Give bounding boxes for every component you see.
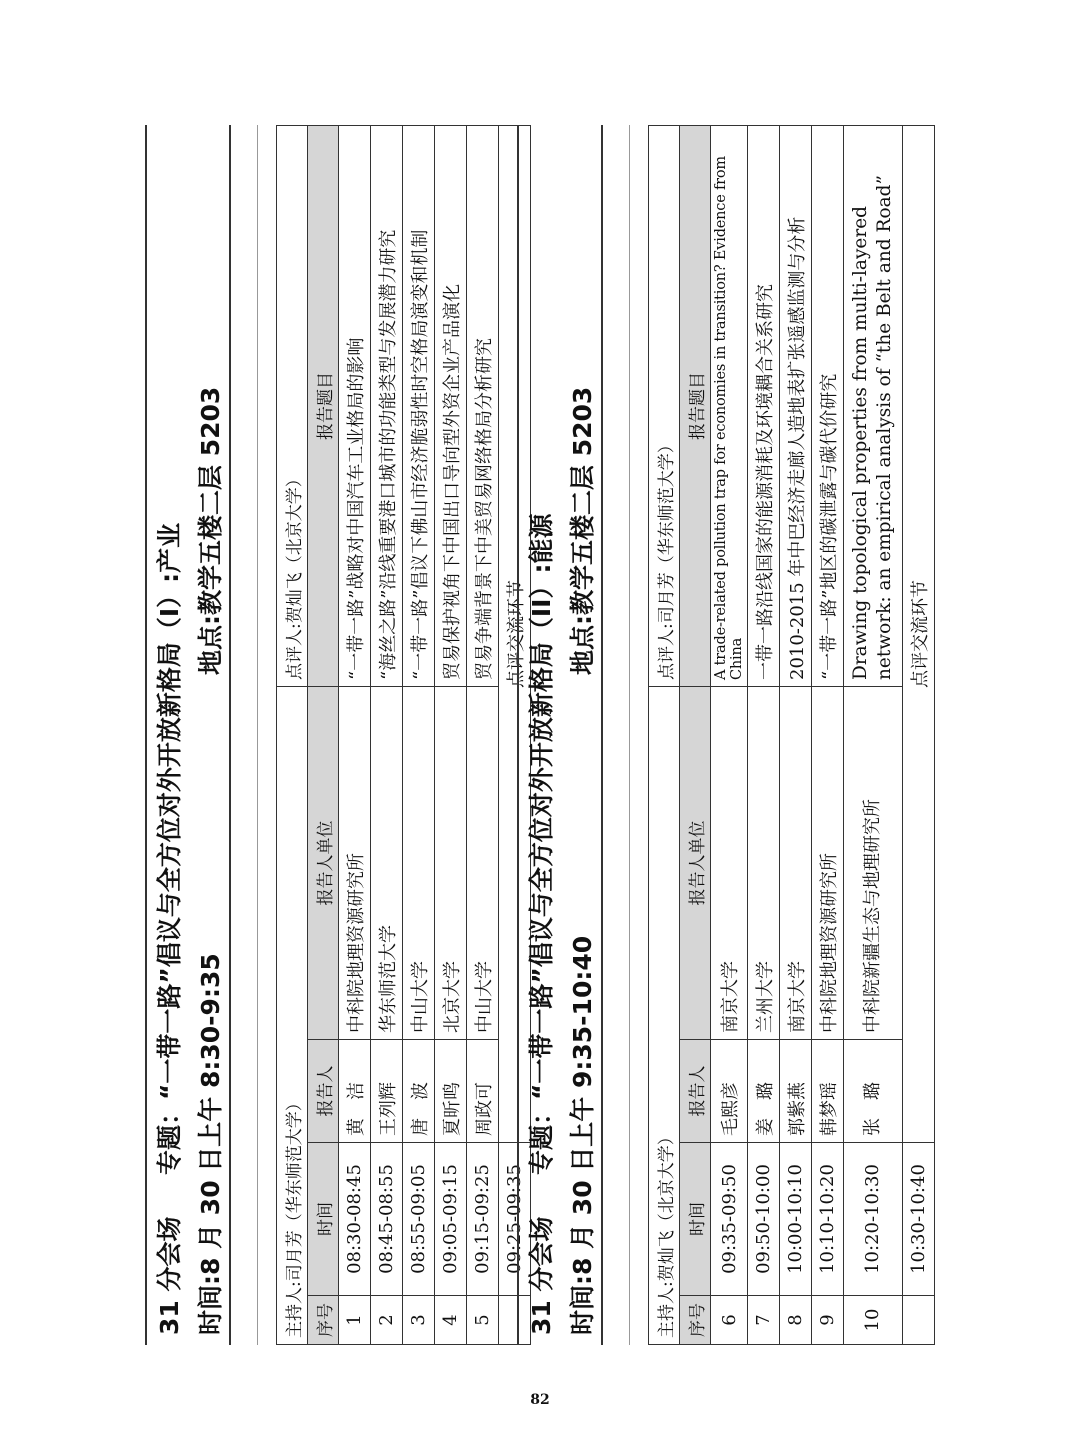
table-row bbox=[403, 126, 435, 1345]
cell-title: “海丝之路”沿线重要港口城市的功能类型与发展潜力研究 bbox=[371, 126, 403, 687]
session-number: 31 分会场 bbox=[527, 1216, 556, 1335]
cell-unit: 南京大学 bbox=[711, 687, 748, 1040]
table-row bbox=[812, 126, 844, 1345]
cell-reporter: 周政可 bbox=[467, 1040, 499, 1143]
divider bbox=[603, 125, 630, 1345]
cell-unit: 兰州大学 bbox=[748, 687, 780, 1040]
cell-time: 09:25-09:35 bbox=[499, 1143, 531, 1296]
header-unit: 报告人单位 bbox=[308, 687, 339, 1040]
page-number: 82 bbox=[530, 1392, 550, 1408]
divider bbox=[231, 125, 258, 1345]
table-row bbox=[339, 126, 371, 1345]
cell-time: 10:10-10:20 bbox=[812, 1143, 844, 1296]
cell-title: A trade-related pollution trap for economies in transition? Evidence from China bbox=[711, 126, 748, 687]
host-cell: 主持人:司月芳（华东师范大学） bbox=[277, 687, 308, 1345]
header-unit: 报告人单位 bbox=[680, 687, 711, 1040]
cell-time: 10:20-10:30 bbox=[844, 1143, 903, 1296]
cell-no: 6 bbox=[711, 1296, 748, 1345]
cell-unit: 北京大学 bbox=[435, 687, 467, 1040]
schedule-table bbox=[648, 125, 935, 1345]
cell-reporter: 毛熙彦 bbox=[711, 1040, 748, 1143]
table-row bbox=[467, 126, 499, 1345]
table-row bbox=[780, 126, 812, 1345]
cell-time: 08:55-09:05 bbox=[403, 1143, 435, 1296]
cell-time: 09:05-09:15 bbox=[435, 1143, 467, 1296]
cell-time: 10:30-10:40 bbox=[903, 1143, 935, 1296]
reviewer-cell: 点评人:贺灿飞（北京大学） bbox=[277, 126, 308, 687]
session-block-2 bbox=[517, 125, 935, 1345]
cell-title: “一带一路”战略对中国汽车工业格局的影响 bbox=[339, 126, 371, 687]
cell-unit: 华东师范大学 bbox=[371, 687, 403, 1040]
session-topic: 专题：“一带一路”倡议与全方位对外开放新格局（II）:能源 bbox=[527, 513, 556, 1175]
header-no: 序号 bbox=[308, 1296, 339, 1345]
cell-unit: 中科院新疆生态与地理研究所 bbox=[844, 687, 903, 1040]
session-place: 地点:教学五楼二层 5203 bbox=[568, 386, 597, 675]
table-row bbox=[435, 126, 467, 1345]
header-title: 报告题目 bbox=[308, 126, 339, 687]
host-row bbox=[277, 126, 308, 1345]
header-reporter: 报告人 bbox=[680, 1040, 711, 1143]
cell-unit: 中科院地理资源研究所 bbox=[812, 687, 844, 1040]
cell-time: 08:45-08:55 bbox=[371, 1143, 403, 1296]
cell-reporter: 夏昕鸣 bbox=[435, 1040, 467, 1143]
table-row bbox=[711, 126, 748, 1345]
header-time: 时间 bbox=[308, 1143, 339, 1296]
cell-title: 贸易保护视角下中国出口导向型外资企业产品演化 bbox=[435, 126, 467, 687]
header-time: 时间 bbox=[680, 1143, 711, 1296]
cell-time: 08:30-08:45 bbox=[339, 1143, 371, 1296]
cell-reporter: 张 璐 bbox=[844, 1040, 903, 1143]
cell-reporter: 王列辉 bbox=[371, 1040, 403, 1143]
cell-time: 09:15-09:25 bbox=[467, 1143, 499, 1296]
cell-title: “一带一路”地区的碳泄露与碳代价研究 bbox=[812, 126, 844, 687]
session-number: 31 分会场 bbox=[155, 1216, 184, 1335]
cell-reporter: 韩梦瑶 bbox=[812, 1040, 844, 1143]
cell-title: Drawing topological properties from multi-layered network: an empirical analysis of “the Belt and Road” bbox=[844, 126, 903, 687]
cell-no: 8 bbox=[780, 1296, 812, 1345]
cell-time: 10:00-10:10 bbox=[780, 1143, 812, 1296]
cell-title: “一带一路”倡议下佛山市经济脆弱性时空格局演变和机制 bbox=[403, 126, 435, 687]
cell-time: 09:35-09:50 bbox=[711, 1143, 748, 1296]
cell-reporter: 唐 波 bbox=[403, 1040, 435, 1143]
rotated-page bbox=[145, 125, 931, 1345]
session-time-place bbox=[189, 125, 231, 1345]
cell-no: 7 bbox=[748, 1296, 780, 1345]
cell-title: 贸易争端背景下中美贸易网络格局分析研究 bbox=[467, 126, 499, 687]
cell-unit: 中山大学 bbox=[403, 687, 435, 1040]
header-title: 报告题目 bbox=[680, 126, 711, 687]
table-row bbox=[903, 126, 935, 1345]
cell-time: 09:50-10:00 bbox=[748, 1143, 780, 1296]
session-place: 地点:教学五楼二层 5203 bbox=[196, 386, 225, 675]
cell-unit: 中山大学 bbox=[467, 687, 499, 1040]
cell-no: 1 bbox=[339, 1296, 371, 1345]
table-row bbox=[844, 126, 903, 1345]
header-no: 序号 bbox=[680, 1296, 711, 1345]
cell-unit: 南京大学 bbox=[780, 687, 812, 1040]
session-header bbox=[145, 125, 189, 1345]
session-time-place bbox=[561, 125, 603, 1345]
session-time: 时间:8 月 30 日上午 8:30-9:35 bbox=[196, 953, 225, 1335]
host-cell: 主持人:贺灿飞（北京大学） bbox=[649, 687, 680, 1345]
session-time: 时间:8 月 30 日上午 9:35-10:40 bbox=[568, 935, 597, 1335]
cell-unit: 中科院地理资源研究所 bbox=[339, 687, 371, 1040]
session-header bbox=[517, 125, 561, 1345]
session-topic: 专题：“一带一路”倡议与全方位对外开放新格局（I）:产业 bbox=[155, 522, 184, 1175]
cell-reporter: 姜 璐 bbox=[748, 1040, 780, 1143]
schedule-table bbox=[276, 125, 531, 1345]
cell-discussion: 点评交流环节 bbox=[499, 126, 531, 1143]
header-reporter: 报告人 bbox=[308, 1040, 339, 1143]
cell-no: 4 bbox=[435, 1296, 467, 1345]
cell-no: 10 bbox=[844, 1296, 903, 1345]
cell-reporter: 郭紫燕 bbox=[780, 1040, 812, 1143]
host-row bbox=[649, 126, 680, 1345]
cell-title: 一带一路沿线国家的能源消耗及环境耦合关系研究 bbox=[748, 126, 780, 687]
table-row bbox=[371, 126, 403, 1345]
cell-reporter: 黄 洁 bbox=[339, 1040, 371, 1143]
header-row bbox=[680, 126, 711, 1345]
cell-no: 3 bbox=[403, 1296, 435, 1345]
reviewer-cell: 点评人:司月芳（华东师范大学） bbox=[649, 126, 680, 687]
session-block-1 bbox=[145, 125, 531, 1345]
table-row bbox=[748, 126, 780, 1345]
cell-no: 2 bbox=[371, 1296, 403, 1345]
cell-no: 5 bbox=[467, 1296, 499, 1345]
cell-no bbox=[903, 1296, 935, 1345]
header-row bbox=[308, 126, 339, 1345]
cell-no: 9 bbox=[812, 1296, 844, 1345]
cell-discussion: 点评交流环节 bbox=[903, 126, 935, 1143]
cell-title: 2010-2015 年中巴经济走廊人造地表扩张遥感监测与分析 bbox=[780, 126, 812, 687]
